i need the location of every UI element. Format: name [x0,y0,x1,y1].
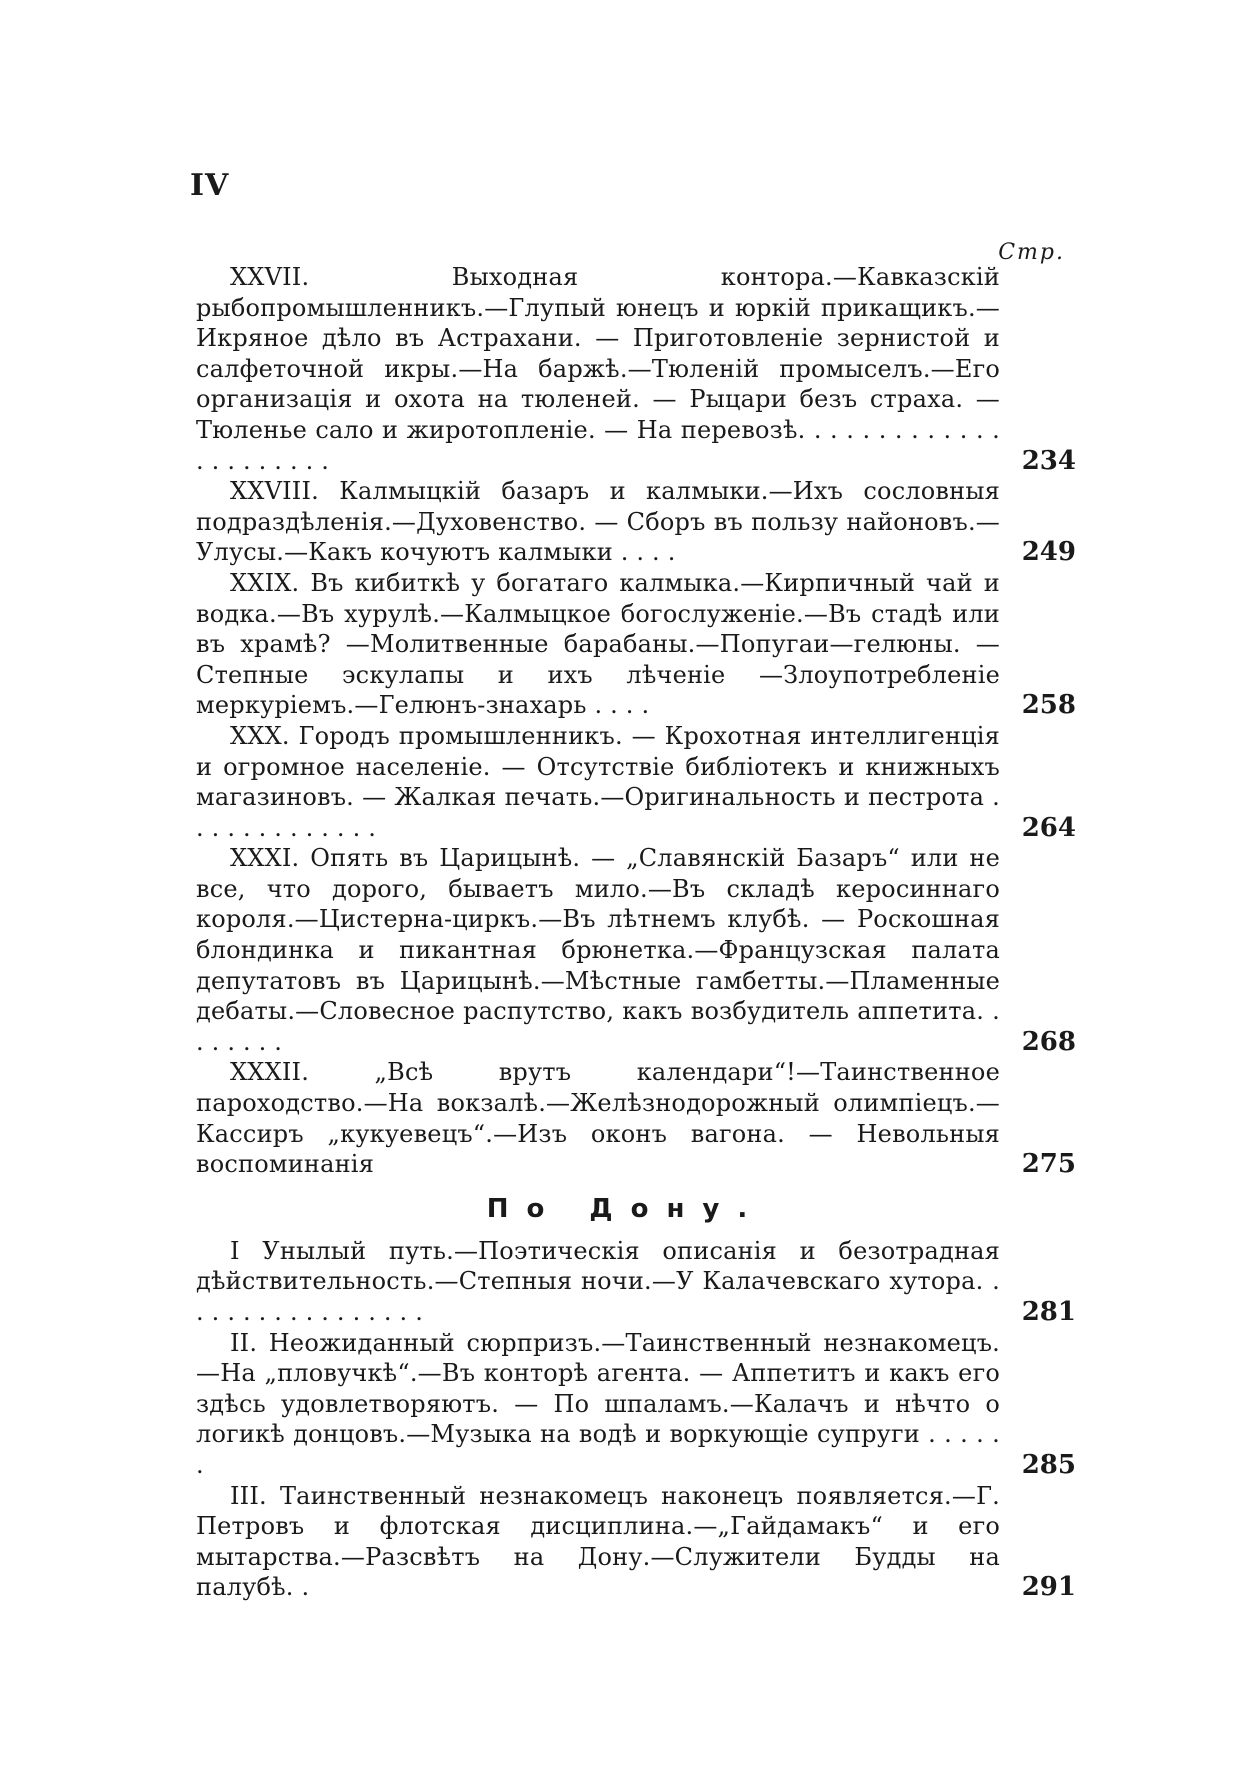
table-of-contents [196,262,1076,1603]
section-heading: По Дону. [486,1193,766,1224]
toc-entry-page-number: 264 [1021,812,1076,843]
toc-entry-text: XXX. Городъ промышленникъ. — Крохотная интеллигенція и огромное населеніе. — Отсутствіе библіотекъ и книжныхъ магазиновъ. — Жалкая печать.—Оригинальность и пестрота . . . . . . . . . . . . . [196,721,1000,842]
toc-entry-page-number: 281 [1021,1297,1076,1327]
toc-entry [196,262,1076,476]
toc-entry-page-number: 234 [1021,445,1076,476]
toc-entry-page-number: 291 [1021,1572,1076,1603]
toc-entry-text: XXVIII. Калмыцкій базаръ и калмыки.—Ихъ сословныя подраздѣленія.—Духовенство. — Сборъ въ пользу найоновъ.—Улусы.—Какъ кочуютъ калмыки . . . . [196,477,1000,567]
toc-entry [196,1236,1076,1328]
toc-entry [196,843,1076,1057]
toc-entry [196,476,1076,568]
page-number: IV [190,168,230,203]
toc-entry-text: II. Неожиданный сюрпризъ.—Таинственный незнакомецъ.—На „пловучкѣ“.—Въ конторѣ агента. — Аппетитъ и какъ его здѣсь удовлетворяютъ. — По шпаламъ.—Калачъ и нѣчто о логикѣ донцовъ.—Музыка на водѣ и воркующіе супруги . . . . . . [196,1328,1000,1479]
toc-entry [196,568,1076,721]
toc-list-part2 [196,1236,1076,1603]
toc-entry-text: XXVII. Выходная контора.—Кавказскій рыбопромышленникъ.—Глупый юнецъ и юркій прикащикъ.—Икряное дѣло въ Астрахани. — Приготовленіе зернистой и салфеточной икры.—На баржѣ.—Тюленій промыселъ.—Его организація и охота на тюленей. — Рыцари безъ страха. — Тюленье сало и жиротопленіе. — На перевозѣ. . . . . . . . . . . . . . . . . . . . . . [196,263,1000,475]
toc-entry-text: XXIX. Въ кибиткѣ у богатаго калмыка.—Кирпичный чай и водка.—Въ хурулѣ.—Калмыцкое богослуженіе.—Въ стадѣ или въ храмѣ? —Молитвенные барабаны.—Попугаи—гелюны. — Степные эскулапы и ихъ лѣченіе —Злоупотребленіе меркуріемъ.—Гелюнъ-знахарь . . . . [196,568,1000,720]
toc-list-part1 [196,262,1076,1180]
toc-entry-page-number: 268 [1021,1026,1076,1057]
toc-entry [196,1481,1076,1603]
toc-entry-page-number: 249 [1021,537,1076,568]
toc-entry-text: XXXII. „Всѣ врутъ календари“!—Таинственное пароходство.—На вокзалѣ.—Желѣзнодорожный олимпіецъ.—Кассиръ „кукуевецъ“.—Изъ оконъ вагона. — Невольныя воспоминанія [196,1058,1000,1179]
toc-entry-text: XXXI. Опять въ Царицынѣ. — „Славянскій Базаръ“ или не все, что дорого, бываетъ мило.—Въ складѣ керосиннаго короля.—Цистерна-циркъ.—Въ лѣтнемъ клубѣ. — Роскошная блондинка и пикантная брюнетка.—Французская палата депутатовъ въ Царицынѣ.—Мѣстные гамбетты.—Пламенные дебаты.—Словесное распутство, какъ возбудитель аппетита. . . . . . . . [196,844,1000,1056]
toc-entry [196,1328,1076,1481]
toc-entry-text: I Унылый путь.—Поэтическія описанія и безотрадная дѣйствительность.—Степныя ночи.—У Калачевскаго хутора. . . . . . . . . . . . . . . . . [196,1236,1000,1326]
toc-entry-page-number: 275 [1021,1149,1076,1180]
toc-entry [196,1057,1076,1179]
toc-entry-text: III. Таинственный незнакомецъ наконецъ появляется.—Г. Петровъ и флотская дисциплина.—„Гайдамакъ“ и его мытарства.—Разсвѣтъ на Дону.—Служители Будды на палубѣ. . [196,1481,1000,1602]
page-column-label: Стр. [998,240,1065,265]
toc-entry-page-number: 285 [1021,1449,1076,1480]
toc-entry-page-number: 258 [1021,690,1076,721]
toc-entry [196,721,1076,843]
